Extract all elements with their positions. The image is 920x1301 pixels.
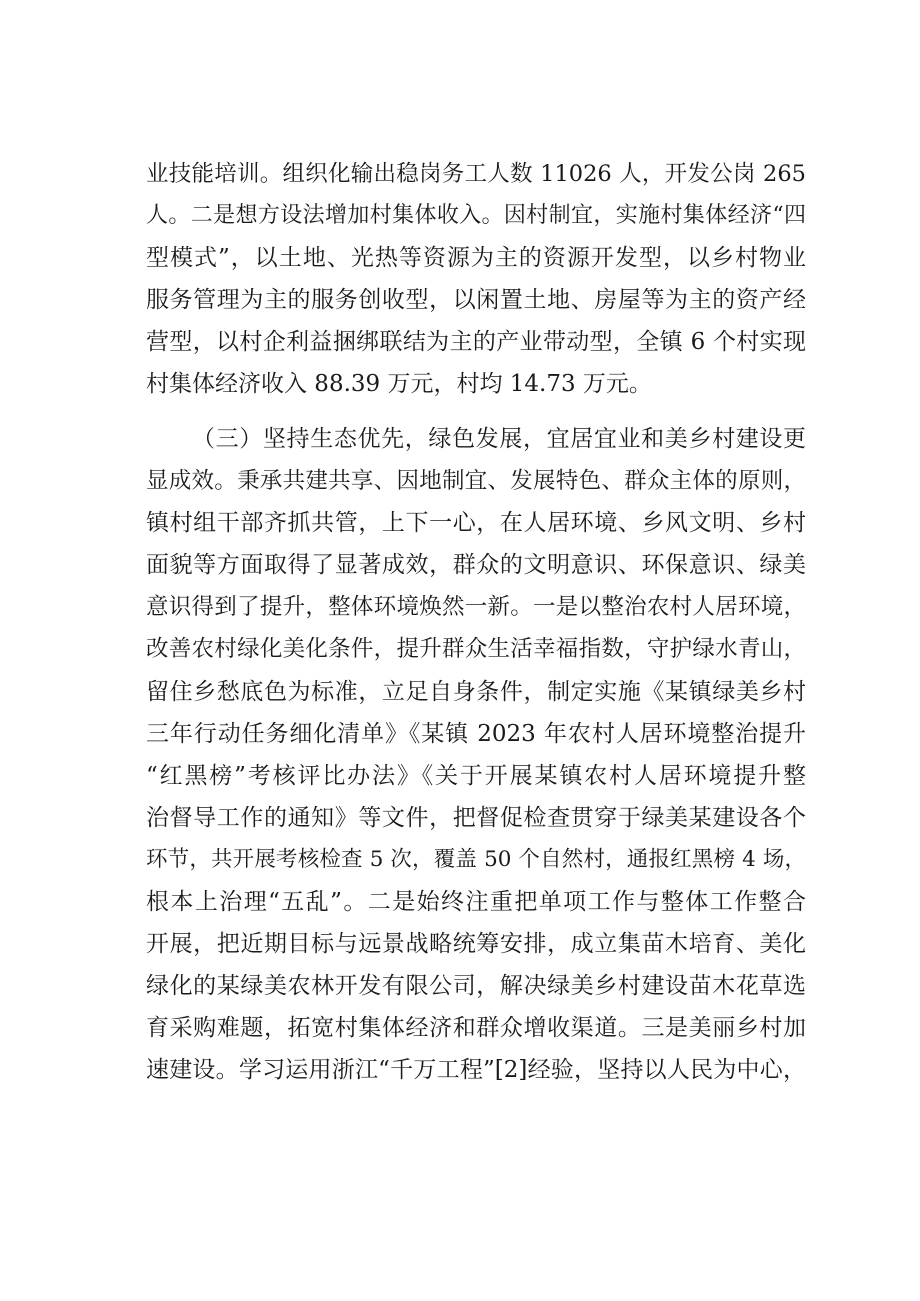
text-line: 服务管理为主的服务创收型，以闲置土地、房屋等为主的资产经 [146, 287, 806, 314]
text-line: 镇村组干部齐抓共管，上下一心，在人居环境、乡风文明、乡村 [146, 510, 806, 537]
text-line: 型模式”，以土地、光热等资源为主的资源开发型，以乡村物业 [146, 245, 806, 272]
section-heading-line: （三）坚持生态优先，绿色发展，宜居宜业和美乡村建设更 [192, 426, 806, 452]
text-line: 人。二是想方设法增加村集体收入。因村制宜，实施村集体经济“四 [146, 203, 806, 229]
text-line: “红黑榜”考核评比办法》《关于开展某镇农村人居环境提升整 [146, 762, 806, 789]
text-line: 根本上治理“五乱”。二是始终注重把单项工作与整体工作整合 [146, 889, 806, 916]
text-line: 意识得到了提升，整体环境焕然一新。一是以整治农村人居环境， [146, 594, 806, 621]
text-line: 业技能培训。组织化输出稳岗务工人数 11026 人，开发公岗 265 [146, 161, 806, 187]
text-line: 速建设。学习运用浙江“千万工程”[2]经验，坚持以人民为中心， [146, 1057, 806, 1084]
text-line: 显成效。秉承共建共享、因地制宜、发展特色、群众主体的原则， [146, 468, 806, 495]
text-line: 三年行动任务细化清单》《某镇 2023 年农村人居环境整治提升 [146, 720, 806, 747]
text-line: 治督导工作的通知》等文件，把督促检查贯穿于绿美某建设各个 [146, 804, 806, 831]
text-line: 改善农村绿化美化条件，提升群众生活幸福指数，守护绿水青山， [146, 636, 806, 663]
text-line: 营型，以村企利益捆绑联结为主的产业带动型，全镇 6 个村实现 [146, 329, 806, 356]
text-line: 绿化的某绿美农林开发有限公司，解决绿美乡村建设苗木花草选 [146, 973, 806, 1000]
text-line: 面貌等方面取得了显著成效，群众的文明意识、环保意识、绿美 [146, 552, 806, 579]
text-line: 村集体经济收入 88.39 万元，村均 14.73 万元。 [146, 371, 652, 398]
text-line: 开展，把近期目标与远景战略统筹安排，成立集苗木培育、美化 [146, 931, 806, 958]
paragraph-section-three [146, 418, 806, 1092]
text-line: 留住乡愁底色为标准，立足自身条件，制定实施《某镇绿美乡村 [146, 678, 806, 705]
text-line: 育采购难题，拓宽村集体经济和群众增收渠道。三是美丽乡村加 [146, 1015, 806, 1042]
paragraph-continued [146, 153, 806, 406]
text-line: 环节，共开展考核检查 5 次，覆盖 50 个自然村，通报红黑榜 4 场， [146, 846, 806, 872]
